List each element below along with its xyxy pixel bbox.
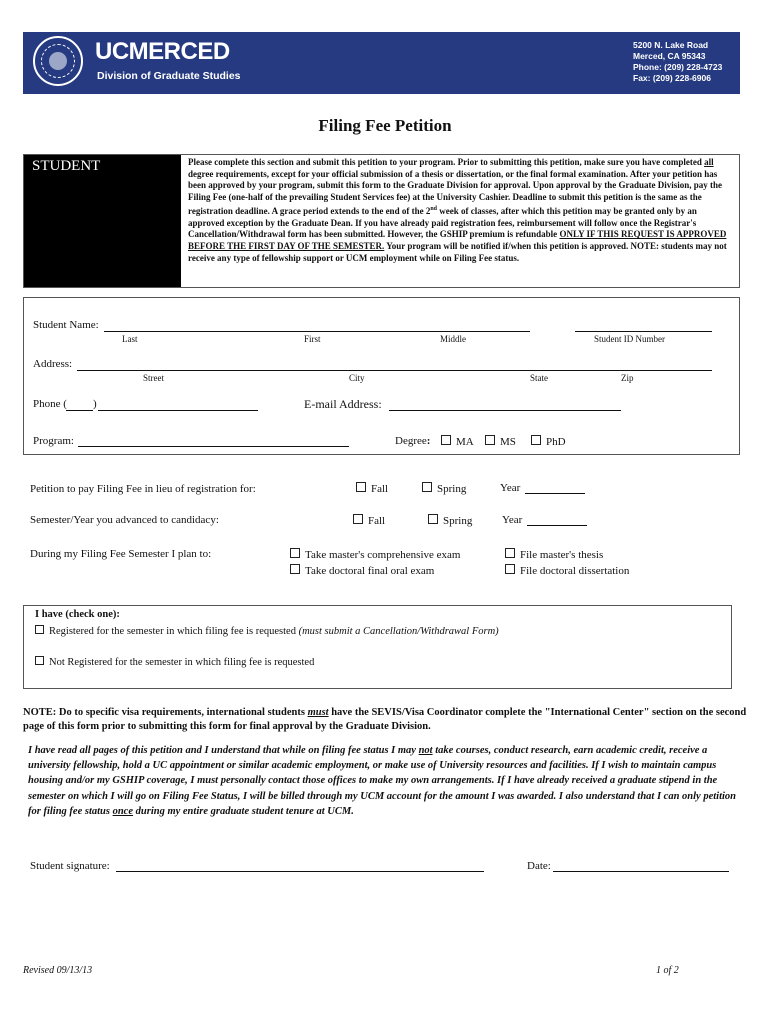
student-id-field[interactable] [575,331,712,332]
student-instructions: Please complete this section and submit this petition to your program. Prior to submitting this petition, make sure you have completed all degree requirements, except for your official submission of a thesis or dissertation, or the final formal examination. After your petition has been approved by your program, submit this form to the Graduate Division for approval. Upon approval by the Graduate Division, pay the Filing Fee (one-half of the prevailing Student Services fee) at the University Cashier. Deadline to submit this petition is the same as the registration deadline. A grace period extends to the end of the 2nd week of classes, after which this petition may be granted only by an approved exception by the Graduate Dean. If you have already paid registration fees, reimbursement will follow once the Registrar's Cancellation/Withdrawal form has been submitted. However, the GSHIP premium is refundable ONLY IF THIS REQUEST IS APPROVED BEFORE THE FIRST DAY OF THE SEMESTER. Your program will be notified if/when this petition is approved. NOTE: students may not receive any type of fellowship support or UCM employment while on Filing Fee status. [188,157,727,263]
checkbox-icon [441,435,451,445]
plan-masters-exam-option[interactable]: Take master's comprehensive exam [290,548,460,561]
phone-area-code-field[interactable] [66,410,93,411]
checkbox-icon [422,482,432,492]
plan-doctoral-exam-option[interactable]: Take doctoral final oral exam [290,564,434,577]
student-id-caption: Student ID Number [594,334,665,344]
candidacy-fall-option[interactable]: Fall [353,514,385,527]
checkbox-icon [35,656,44,665]
address-line2: Merced, CA 95343 [633,51,706,61]
student-name-label: Student Name: [33,319,99,331]
program-field[interactable] [78,446,349,447]
candidacy-year-field[interactable] [527,525,587,526]
address-label: Address: [33,358,73,370]
header-banner [23,32,740,94]
check-one-box [23,605,732,689]
checkbox-icon [485,435,495,445]
date-field[interactable] [553,871,729,872]
phone-number: Phone: (209) 228-4723 [633,62,723,72]
petition-year-label: Year [500,482,521,494]
checkbox-icon [428,514,438,524]
address-line1: 5200 N. Lake Road [633,40,709,50]
zip-caption: Zip [621,373,634,383]
revision-date: Revised 09/13/13 [23,965,93,976]
degree-ms-option[interactable]: MS [485,435,516,448]
plan-masters-thesis-option[interactable]: File master's thesis [505,548,603,561]
program-label: Program: [33,435,74,447]
plan-label: During my Filing Fee Semester I plan to: [30,548,212,560]
phone-paren: ) [93,398,97,410]
checkbox-icon [290,564,300,574]
degree-label: Degree: [395,435,431,447]
registered-option[interactable]: Registered for the semester in which filing fee is requested (must submit a Cancellation/Withdrawal Form) [35,625,499,637]
petition-fall-option[interactable]: Fall [356,482,388,495]
student-label: STUDENT [32,158,101,174]
checkbox-icon [356,482,366,492]
city-caption: City [349,373,365,383]
page-title: Filing Fee Petition [318,116,452,135]
check-one-heading: I have (check one): [35,609,120,620]
division-name: Division of Graduate Studies [97,70,241,82]
fax-number: Fax: (209) 228-6906 [633,73,711,83]
plan-doctoral-dissertation-option[interactable]: File doctoral dissertation [505,564,629,577]
candidacy-label: Semester/Year you advanced to candidacy: [30,514,219,526]
checkbox-icon [531,435,541,445]
address-field[interactable] [77,370,712,371]
checkbox-icon [290,548,300,558]
checkbox-icon [505,564,515,574]
petition-year-field[interactable] [525,493,585,494]
student-name-field[interactable] [104,331,530,332]
last-caption: Last [122,334,138,344]
candidacy-spring-option[interactable]: Spring [428,514,472,527]
page-number: 1 of 2 [656,965,679,976]
degree-phd-option[interactable]: PhD [531,435,566,448]
signature-field[interactable] [116,871,484,872]
state-caption: State [530,373,548,383]
street-caption: Street [143,373,164,383]
petition-label: Petition to pay Filing Fee in lieu of registration for: [30,483,256,495]
date-label: Date: [527,860,551,872]
degree-ma-option[interactable]: MA [441,435,474,448]
first-caption: First [304,334,321,344]
brand-logo: UCMERCED [95,38,230,65]
university-seal-icon [33,36,83,86]
checkbox-icon [353,514,363,524]
petition-spring-option[interactable]: Spring [422,482,466,495]
checkbox-icon [35,625,44,634]
candidacy-year-label: Year [502,514,523,526]
agreement-statement: I have read all pages of this petition and I understand that while on filing fee status I may not take courses, conduct research, earn academic credit, receive a university fellowship, hold a UC appointment or similar academic employment, or make use of University resources and facilities. If I wish to maintain campus housing and/or my GSHIP coverage, I must personally contact those offices to make my own arrangements. If I have already received a graduate stipend in the semester on which I will go on Filing Fee Status, I will be billed through my UCM account for the amount I was awarded. I also understand that I can only petition for filing fee status once during my entire graduate student tenure at UCM. [28,745,736,817]
email-label: E-mail Address: [304,397,382,411]
checkbox-icon [505,548,515,558]
phone-field[interactable] [98,410,258,411]
visa-note: NOTE: Do to specific visa requirements, international students must have the SEVIS/Visa Coordinator complete the "International Center" section on the second page of this form prior to submitting this form for final approval by the Graduate Division. [23,707,747,732]
email-field[interactable] [389,410,621,411]
signature-label: Student signature: [30,860,110,872]
not-registered-option[interactable]: Not Registered for the semester in which filing fee is requested [35,656,314,668]
phone-label: Phone ( [33,398,67,410]
middle-caption: Middle [440,334,466,344]
